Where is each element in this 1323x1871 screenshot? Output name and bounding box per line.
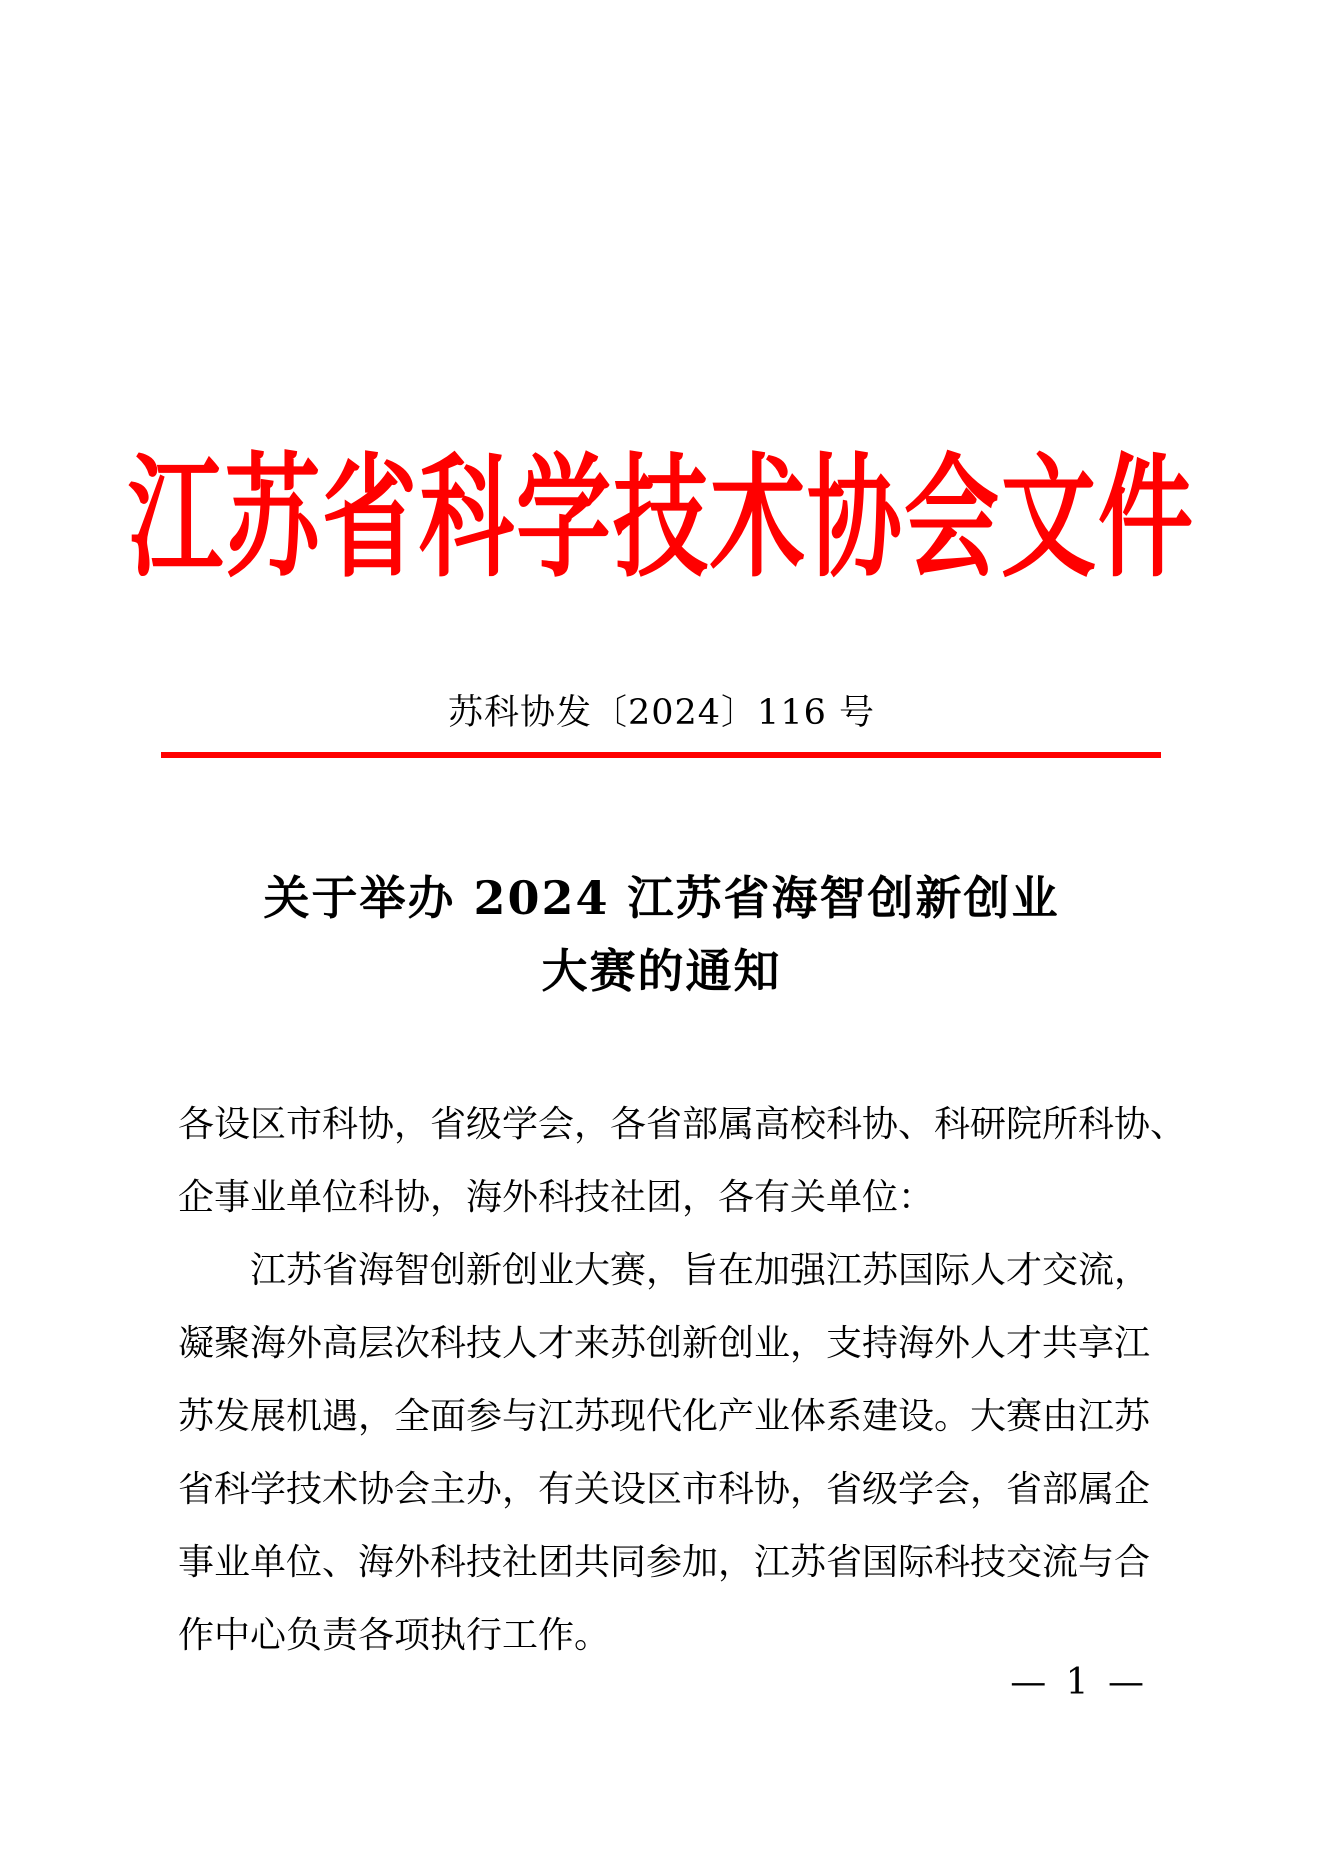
notice-title [0,862,1323,1008]
body-line-1: 各设区市科协，省级学会，各省部属高校科协、科研院所科协、 [178,1104,1187,1145]
body-line-7: 事业单位、海外科技社团共同参加，江苏省国际科技交流与合 [178,1542,1151,1583]
page-number: — 1 — [1010,1662,1148,1703]
body-text [178,1088,1187,1672]
body-line-5: 苏发展机遇，全面参与江苏现代化产业体系建设。大赛由江苏 [178,1396,1151,1437]
body-line-8: 作中心负责各项执行工作。 [178,1615,611,1656]
document-number: 苏科协发〔2024〕116 号 [447,693,875,733]
body-line-6: 省科学技术协会主办，有关设区市科协，省级学会，省部属企 [178,1469,1151,1510]
notice-title-line-2: 大赛的通知 [541,944,782,998]
body-line-2: 企事业单位科协，海外科技社团，各有关单位： [178,1177,935,1218]
letterhead-title: 江苏省科学技术协会文件 [127,440,1195,597]
notice-title-line-1: 关于举办 2024 江苏省海智创新创业 [263,871,1060,925]
body-line-3: 江苏省海智创新创业大赛，旨在加强江苏国际人才交流， [250,1250,1151,1291]
red-divider-rule [161,752,1161,758]
body-line-4: 凝聚海外高层次科技人才来苏创新创业，支持海外人才共享江 [178,1323,1151,1364]
